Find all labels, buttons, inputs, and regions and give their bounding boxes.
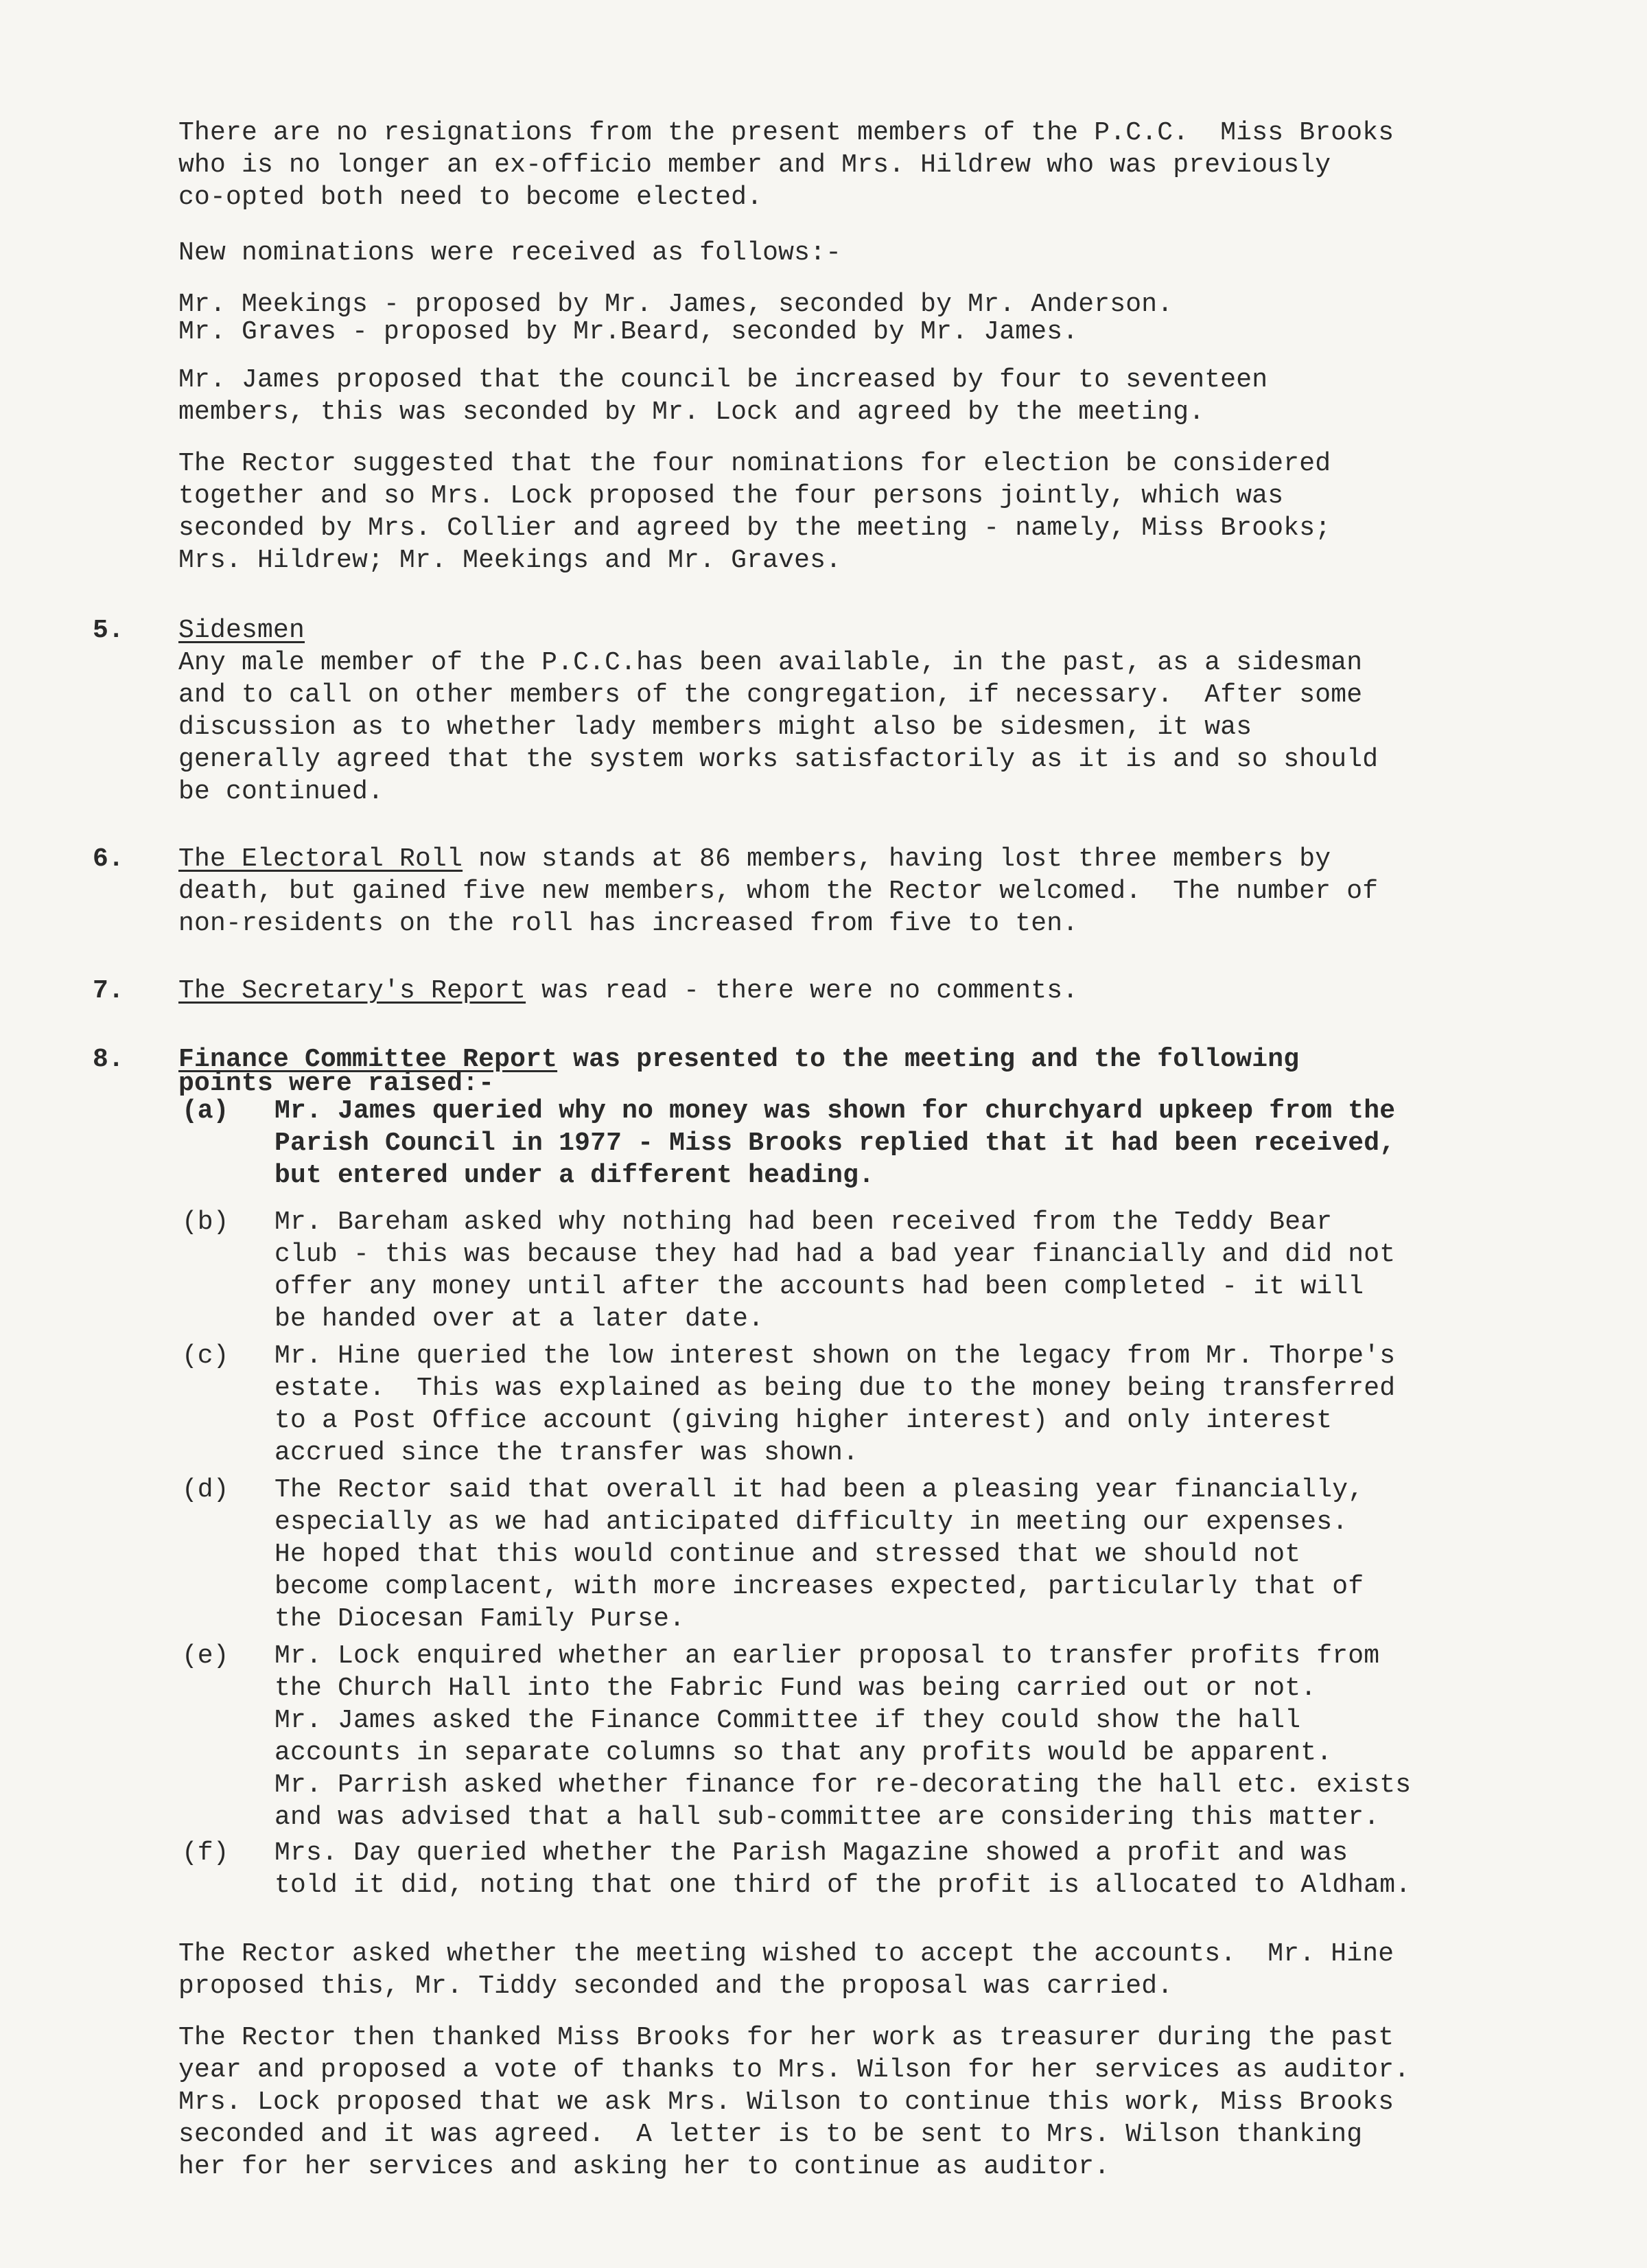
point-line: especially as we had anticipated difficulty in meeting our expenses. [274,1507,1348,1537]
point-line: told it did, noting that one third of the profit is allocated to Aldham. [274,1871,1412,1900]
item-6-line: non-residents on the roll has increased from five to ten. [178,909,1079,938]
item-heading: The Electoral Roll [178,844,463,874]
increase-line: Mr. James proposed that the council be increased by four to seventeen [178,365,1268,395]
intro-line: co-opted both need to become elected. [178,183,763,212]
point-line: be handed over at a later date. [274,1304,764,1334]
item-6-line: death, but gained five new members, whom the Rector welcomed. The number of [178,877,1379,906]
point-line: Mr. Parrish asked whether finance for re-decorating the hall etc. exists [274,1770,1412,1800]
thanks-line: her for her services and asking her to continue as auditor. [178,2152,1110,2182]
point-line: accounts in separate columns so that any profits would be apparent. [274,1738,1333,1768]
item-7-line [178,975,1078,1007]
increase-line: members, this was seconded by Mr. Lock and agreed by the meeting. [178,397,1205,427]
accounts-line: proposed this, Mr. Tiddy seconded and the proposal was carried. [178,1971,1173,2001]
point-line: Mr. Lock enquired whether an earlier proposal to transfer profits from [274,1641,1380,1671]
thanks-line: seconded and it was agreed. A letter is to be sent to Mrs. Wilson thanking [178,2120,1363,2149]
item-5-line: Any male member of the P.C.C.has been available, in the past, as a sidesman [178,648,1363,678]
point-line: but entered under a different heading. [274,1161,875,1190]
thanks-line: year and proposed a vote of thanks to Mrs. Wilson for her services as auditor. [178,2055,1410,2085]
point-line: club - this was because they had had a bad year financially and did not [274,1240,1396,1269]
item-7-rest: was read - there were no comments. [526,976,1079,1006]
point-label: (b) [182,1207,229,1237]
item-number: 7. [93,976,124,1006]
item-number: 6. [93,844,124,874]
point-line: Mrs. Day queried whether the Parish Magazine showed a profit and was [274,1838,1348,1868]
point-line: The Rector said that overall it had been a pleasing year financially, [274,1475,1364,1505]
point-label: (d) [182,1475,229,1505]
point-line: Mr. Hine queried the low interest shown on the legacy from Mr. Thorpe's [274,1341,1396,1371]
item-8-heading-rest: was presented to the meeting and the following [557,1045,1300,1074]
item-5-line: generally agreed that the system works satisfactorily as it is and so should [178,745,1379,774]
item-6-first-rest: now stands at 86 members, having lost three members by [463,844,1331,874]
item-heading: Sidesmen [178,616,305,645]
item-number: 5. [93,616,124,645]
point-label: (e) [182,1641,229,1671]
point-line: accrued since the transfer was shown. [274,1438,859,1468]
intro-line: There are no resignations from the present members of the P.C.C. Miss Brooks [178,118,1394,148]
rector-suggestion-line: seconded by Mrs. Collier and agreed by the meeting - namely, Miss Brooks; [178,513,1331,543]
point-line: and was advised that a hall sub-committee are considering this matter. [274,1803,1380,1832]
item-5-line: and to call on other members of the congregation, if necessary. After some [178,680,1363,710]
point-line: Mr. James queried why no money was shown for churchyard upkeep from the [274,1096,1396,1126]
point-line: the Diocesan Family Purse. [274,1604,686,1634]
point-line: the Church Hall into the Fabric Fund was being carried out or not. [274,1674,1317,1703]
rector-suggestion-line: Mrs. Hildrew; Mr. Meekings and Mr. Graves. [178,546,842,575]
item-5-line: be continued. [178,777,384,807]
thanks-line: Mrs. Lock proposed that we ask Mrs. Wilson to continue this work, Miss Brooks [178,2087,1394,2117]
item-heading: Finance Committee Report [178,1045,558,1074]
accounts-line: The Rector asked whether the meeting wished to accept the accounts. Mr. Hine [178,1939,1394,1969]
intro-line: who is no longer an ex-officio member and Mrs. Hildrew who was previously [178,150,1331,180]
point-line: become complacent, with more increases expected, particularly that of [274,1572,1364,1601]
nomination-item: Mr. Meekings - proposed by Mr. James, seconded by Mr. Anderson. [178,290,1173,319]
nominations-heading: New nominations were received as follows:- [178,238,842,268]
rector-suggestion-line: together and so Mrs. Lock proposed the four persons jointly, which was [178,481,1284,511]
point-label: (a) [182,1096,229,1126]
rector-suggestion-line: The Rector suggested that the four nominations for election be considered [178,449,1331,478]
point-label: (c) [182,1341,229,1371]
item-6-first-line [178,843,1331,875]
item-5-line: discussion as to whether lady members might also be sidesmen, it was [178,713,1252,742]
item-number: 8. [93,1045,124,1074]
thanks-line: The Rector then thanked Miss Brooks for her work as treasurer during the past [178,2023,1394,2052]
point-line: Mr. James asked the Finance Committee if they could show the hall [274,1706,1301,1735]
item-8-heading-line2: points were raised:- [178,1069,495,1098]
point-line: He hoped that this would continue and stressed that we should not [274,1540,1301,1569]
point-line: to a Post Office account (giving higher interest) and only interest [274,1406,1333,1435]
point-line: Parish Council in 1977 - Miss Brooks replied that it had been received, [274,1129,1396,1158]
point-line: offer any money until after the accounts had been completed - it will [274,1272,1364,1301]
item-heading: The Secretary's Report [178,976,526,1006]
point-line: Mr. Bareham asked why nothing had been received from the Teddy Bear [274,1207,1333,1237]
point-line: estate. This was explained as being due to the money being transferred [274,1374,1396,1403]
nomination-item: Mr. Graves - proposed by Mr.Beard, seconded by Mr. James. [178,317,1079,347]
point-label: (f) [182,1838,229,1868]
